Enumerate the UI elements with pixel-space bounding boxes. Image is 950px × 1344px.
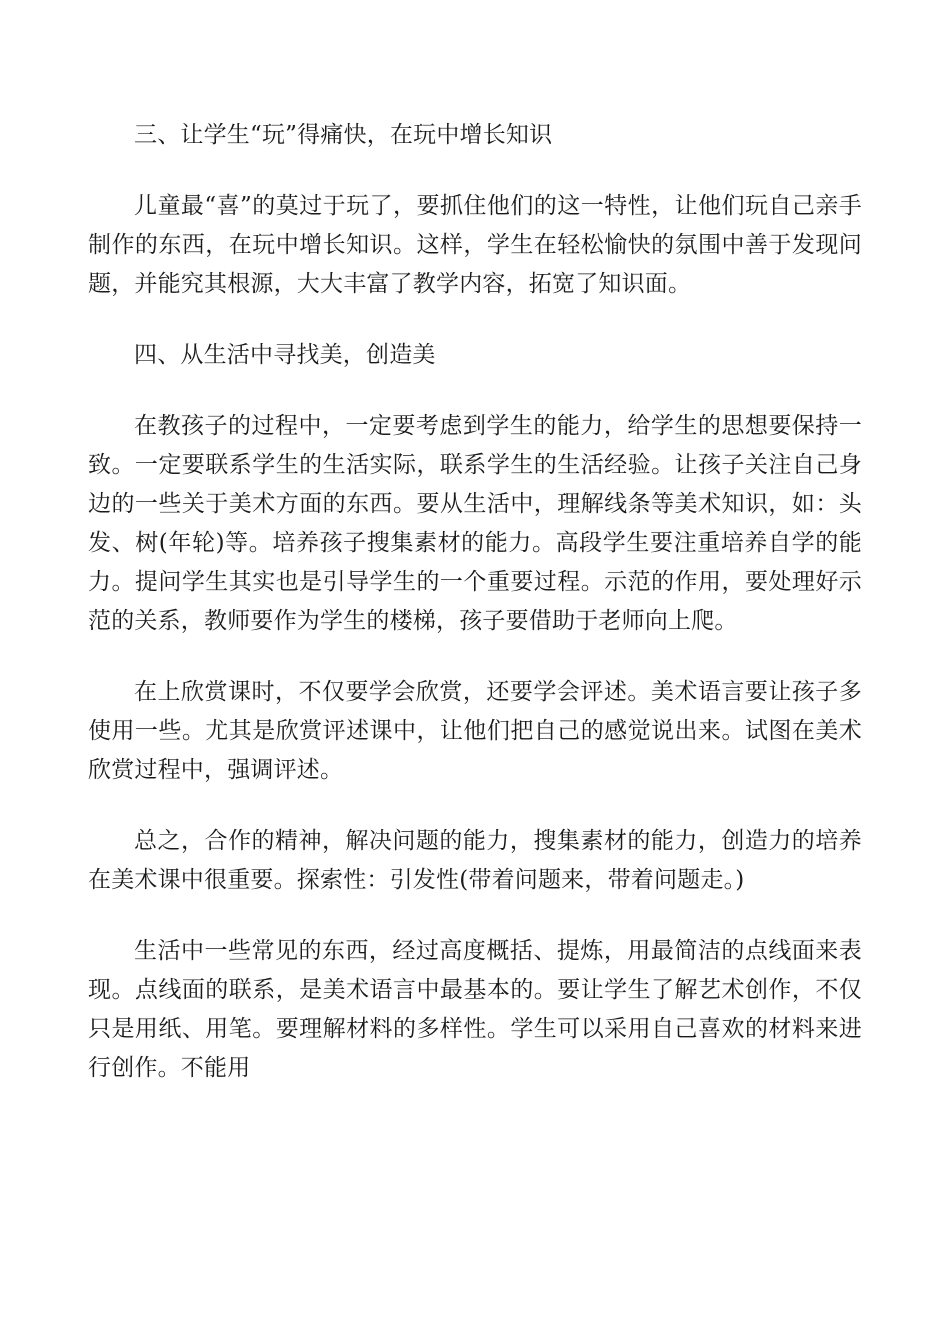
section-heading-4: 四、从生活中寻找美，创造美 (134, 342, 436, 368)
paragraph-point-line-surface: 生活中一些常见的东西，经过高度概括、提炼，用最简洁的点线面来表现。点线面的联系，是美术语言中最基本的。要让学生了解艺术创作，不仅只是用纸、用笔。要理解材料的多样性。学生可以采用自己喜欢的材料来进行创作。不能用 (88, 938, 862, 1081)
paragraph-teaching-process: 在教孩子的过程中，一定要考虑到学生的能力，给学生的思想要保持一致。一定要联系学生的生活实际，联系学生的生活经验。让孩子关注自己身边的一些关于美术方面的东西。要从生活中，理解线条等美术知识，如：头发、树(年轮)等。培养孩子搜集素材的能力。高段学生要注重培养自学的能力。提问学生其实也是引导学生的一个重要过程。示范的作用，要处理好示范的关系，教师要作为学生的楼梯，孩子要借助于老师向上爬。 (88, 413, 862, 634)
paragraph-play-learning: 儿童最“喜”的莫过于玩了，要抓住他们的这一特性，让他们玩自己亲手制作的东西，在玩中增长知识。这样，学生在轻松愉快的氛围中善于发现问题，并能究其根源，大大丰富了教学内容，拓宽了知识面。 (88, 193, 862, 297)
paragraph-appreciation-class: 在上欣赏课时，不仅要学会欣赏，还要学会评述。美术语言要让孩子多使用一些。尤其是欣赏评述课中，让他们把自己的感觉说出来。试图在美术欣赏过程中，强调评述。 (88, 679, 862, 783)
paragraph-summary: 总之，合作的精神，解决问题的能力，搜集素材的能力，创造力的培养在美术课中很重要。探索性：引发性(带着问题来，带着问题走。) (88, 828, 862, 893)
section-heading-3: 三、让学生“玩”得痛快，在玩中增长知识 (134, 122, 553, 148)
